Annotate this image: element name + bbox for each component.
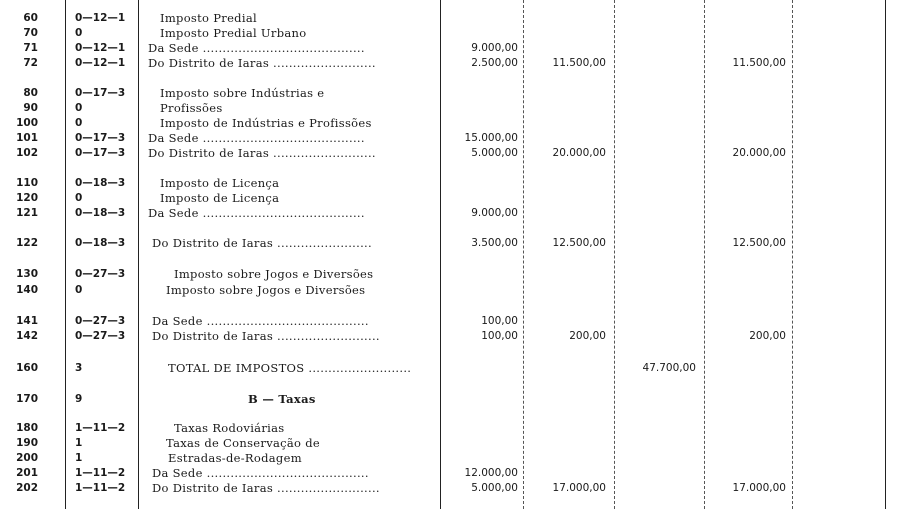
- value-partial: 12.000,00: [464, 467, 518, 479]
- account-code: 1—11—2: [75, 482, 126, 494]
- account-code: 9: [75, 393, 83, 405]
- value-summary: 17.000,00: [732, 482, 786, 494]
- value-partial: 3.500,00: [471, 237, 518, 249]
- row-number: 160: [16, 362, 38, 374]
- value-partial: 100,00: [481, 315, 518, 327]
- row-description: Profissões: [160, 101, 223, 115]
- row-number: 72: [23, 57, 38, 69]
- ledger-row: [0, 101, 899, 116]
- ledger-row: [0, 236, 899, 251]
- row-number: 102: [16, 147, 38, 159]
- row-number: 200: [16, 452, 38, 464]
- row-description: Imposto Predial Urbano: [160, 26, 307, 40]
- account-code: 0—12—1: [75, 42, 126, 54]
- value-partial: 9.000,00: [471, 42, 518, 54]
- ledger-row: [0, 392, 899, 407]
- row-description: Estradas-de-Rodagem: [168, 451, 302, 465]
- row-number: 140: [16, 284, 38, 296]
- account-code: 0—17—3: [75, 132, 126, 144]
- account-code: 0—18—3: [75, 237, 126, 249]
- ledger-row: [0, 466, 899, 481]
- value-subtotal: 200,00: [569, 330, 606, 342]
- row-number: 141: [16, 315, 38, 327]
- row-number: 70: [23, 27, 38, 39]
- row-description: B — Taxas: [248, 392, 316, 406]
- account-code: 0: [75, 117, 83, 129]
- row-description: Da Sede .........................................: [148, 131, 365, 145]
- ledger-row: [0, 116, 899, 131]
- value-partial: 2.500,00: [471, 57, 518, 69]
- row-description: Da Sede .........................................: [152, 466, 369, 480]
- row-number: 142: [16, 330, 38, 342]
- ledger-row: [0, 283, 899, 298]
- row-number: 201: [16, 467, 38, 479]
- ledger-row: [0, 56, 899, 71]
- ledger-row: [0, 421, 899, 436]
- row-description: Imposto de Indústrias e Profissões: [160, 116, 372, 130]
- row-description: Taxas de Conservação de: [166, 436, 320, 450]
- account-code: 0: [75, 284, 83, 296]
- row-number: 122: [16, 237, 38, 249]
- account-code: 1—11—2: [75, 422, 126, 434]
- row-description: Da Sede .........................................: [148, 41, 365, 55]
- value-summary: 20.000,00: [732, 147, 786, 159]
- row-description: Da Sede .........................................: [152, 314, 369, 328]
- account-code: 0—17—3: [75, 147, 126, 159]
- ledger-row: [0, 329, 899, 344]
- row-description: Imposto sobre Indústrias e: [160, 86, 325, 100]
- account-code: 0—18—3: [75, 207, 126, 219]
- row-description: Do Distrito de Iaras ..........................: [152, 481, 380, 495]
- row-number: 90: [23, 102, 38, 114]
- ledger-row: [0, 176, 899, 191]
- ledger-row: [0, 131, 899, 146]
- account-code: 0: [75, 192, 83, 204]
- account-code: 0—12—1: [75, 57, 126, 69]
- value-total: 47.700,00: [642, 362, 696, 374]
- ledger-row: [0, 26, 899, 41]
- row-number: 110: [16, 177, 38, 189]
- row-number: 202: [16, 482, 38, 494]
- row-description: Imposto sobre Jogos e Diversões: [166, 283, 366, 297]
- ledger-row: [0, 191, 899, 206]
- row-description: Do Distrito de Iaras ........................: [152, 236, 372, 250]
- ledger-row: [0, 86, 899, 101]
- account-code: 1: [75, 437, 83, 449]
- row-description: Do Distrito de Iaras ..........................: [148, 146, 376, 160]
- row-number: 121: [16, 207, 38, 219]
- row-description: Do Distrito de Iaras ..........................: [148, 56, 376, 70]
- row-number: 100: [16, 117, 38, 129]
- row-number: 60: [23, 12, 38, 24]
- ledger-row: [0, 206, 899, 221]
- row-description: Imposto de Licença: [160, 176, 280, 190]
- account-code: 0—27—3: [75, 330, 126, 342]
- row-description: TOTAL DE IMPOSTOS ..........................: [168, 361, 412, 375]
- row-description: Imposto Predial: [160, 11, 257, 25]
- value-partial: 5.000,00: [471, 147, 518, 159]
- row-description: Imposto de Licença: [160, 191, 280, 205]
- ledger-row: [0, 436, 899, 451]
- value-summary: 11.500,00: [732, 57, 786, 69]
- value-subtotal: 11.500,00: [552, 57, 606, 69]
- row-description: Imposto sobre Jogos e Diversões: [174, 267, 374, 281]
- row-number: 180: [16, 422, 38, 434]
- row-number: 71: [23, 42, 38, 54]
- row-number: 80: [23, 87, 38, 99]
- row-number: 190: [16, 437, 38, 449]
- account-code: 0: [75, 102, 83, 114]
- account-code: 0—12—1: [75, 12, 126, 24]
- ledger-row: [0, 314, 899, 329]
- value-subtotal: 12.500,00: [552, 237, 606, 249]
- account-code: 1: [75, 452, 83, 464]
- ledger-row: [0, 481, 899, 496]
- ledger-row: [0, 41, 899, 56]
- value-partial: 100,00: [481, 330, 518, 342]
- ledger-row: [0, 451, 899, 466]
- row-description: Do Distrito de Iaras ..........................: [152, 329, 380, 343]
- row-number: 170: [16, 393, 38, 405]
- account-code: 1—11—2: [75, 467, 126, 479]
- ledger-row: [0, 11, 899, 26]
- row-number: 120: [16, 192, 38, 204]
- account-code: 0—18—3: [75, 177, 126, 189]
- ledger-row: [0, 267, 899, 282]
- ledger-row: [0, 146, 899, 161]
- account-code: 0: [75, 27, 83, 39]
- value-partial: 9.000,00: [471, 207, 518, 219]
- value-summary: 200,00: [749, 330, 786, 342]
- ledger-row: [0, 361, 899, 376]
- row-number: 101: [16, 132, 38, 144]
- value-partial: 15.000,00: [464, 132, 518, 144]
- value-subtotal: 17.000,00: [552, 482, 606, 494]
- row-description: Taxas Rodoviárias: [174, 421, 285, 435]
- row-description: Da Sede .........................................: [148, 206, 365, 220]
- row-number: 130: [16, 268, 38, 280]
- account-code: 0—27—3: [75, 315, 126, 327]
- value-subtotal: 20.000,00: [552, 147, 606, 159]
- account-code: 0—27—3: [75, 268, 126, 280]
- account-code: 0—17—3: [75, 87, 126, 99]
- value-partial: 5.000,00: [471, 482, 518, 494]
- value-summary: 12.500,00: [732, 237, 786, 249]
- account-code: 3: [75, 362, 83, 374]
